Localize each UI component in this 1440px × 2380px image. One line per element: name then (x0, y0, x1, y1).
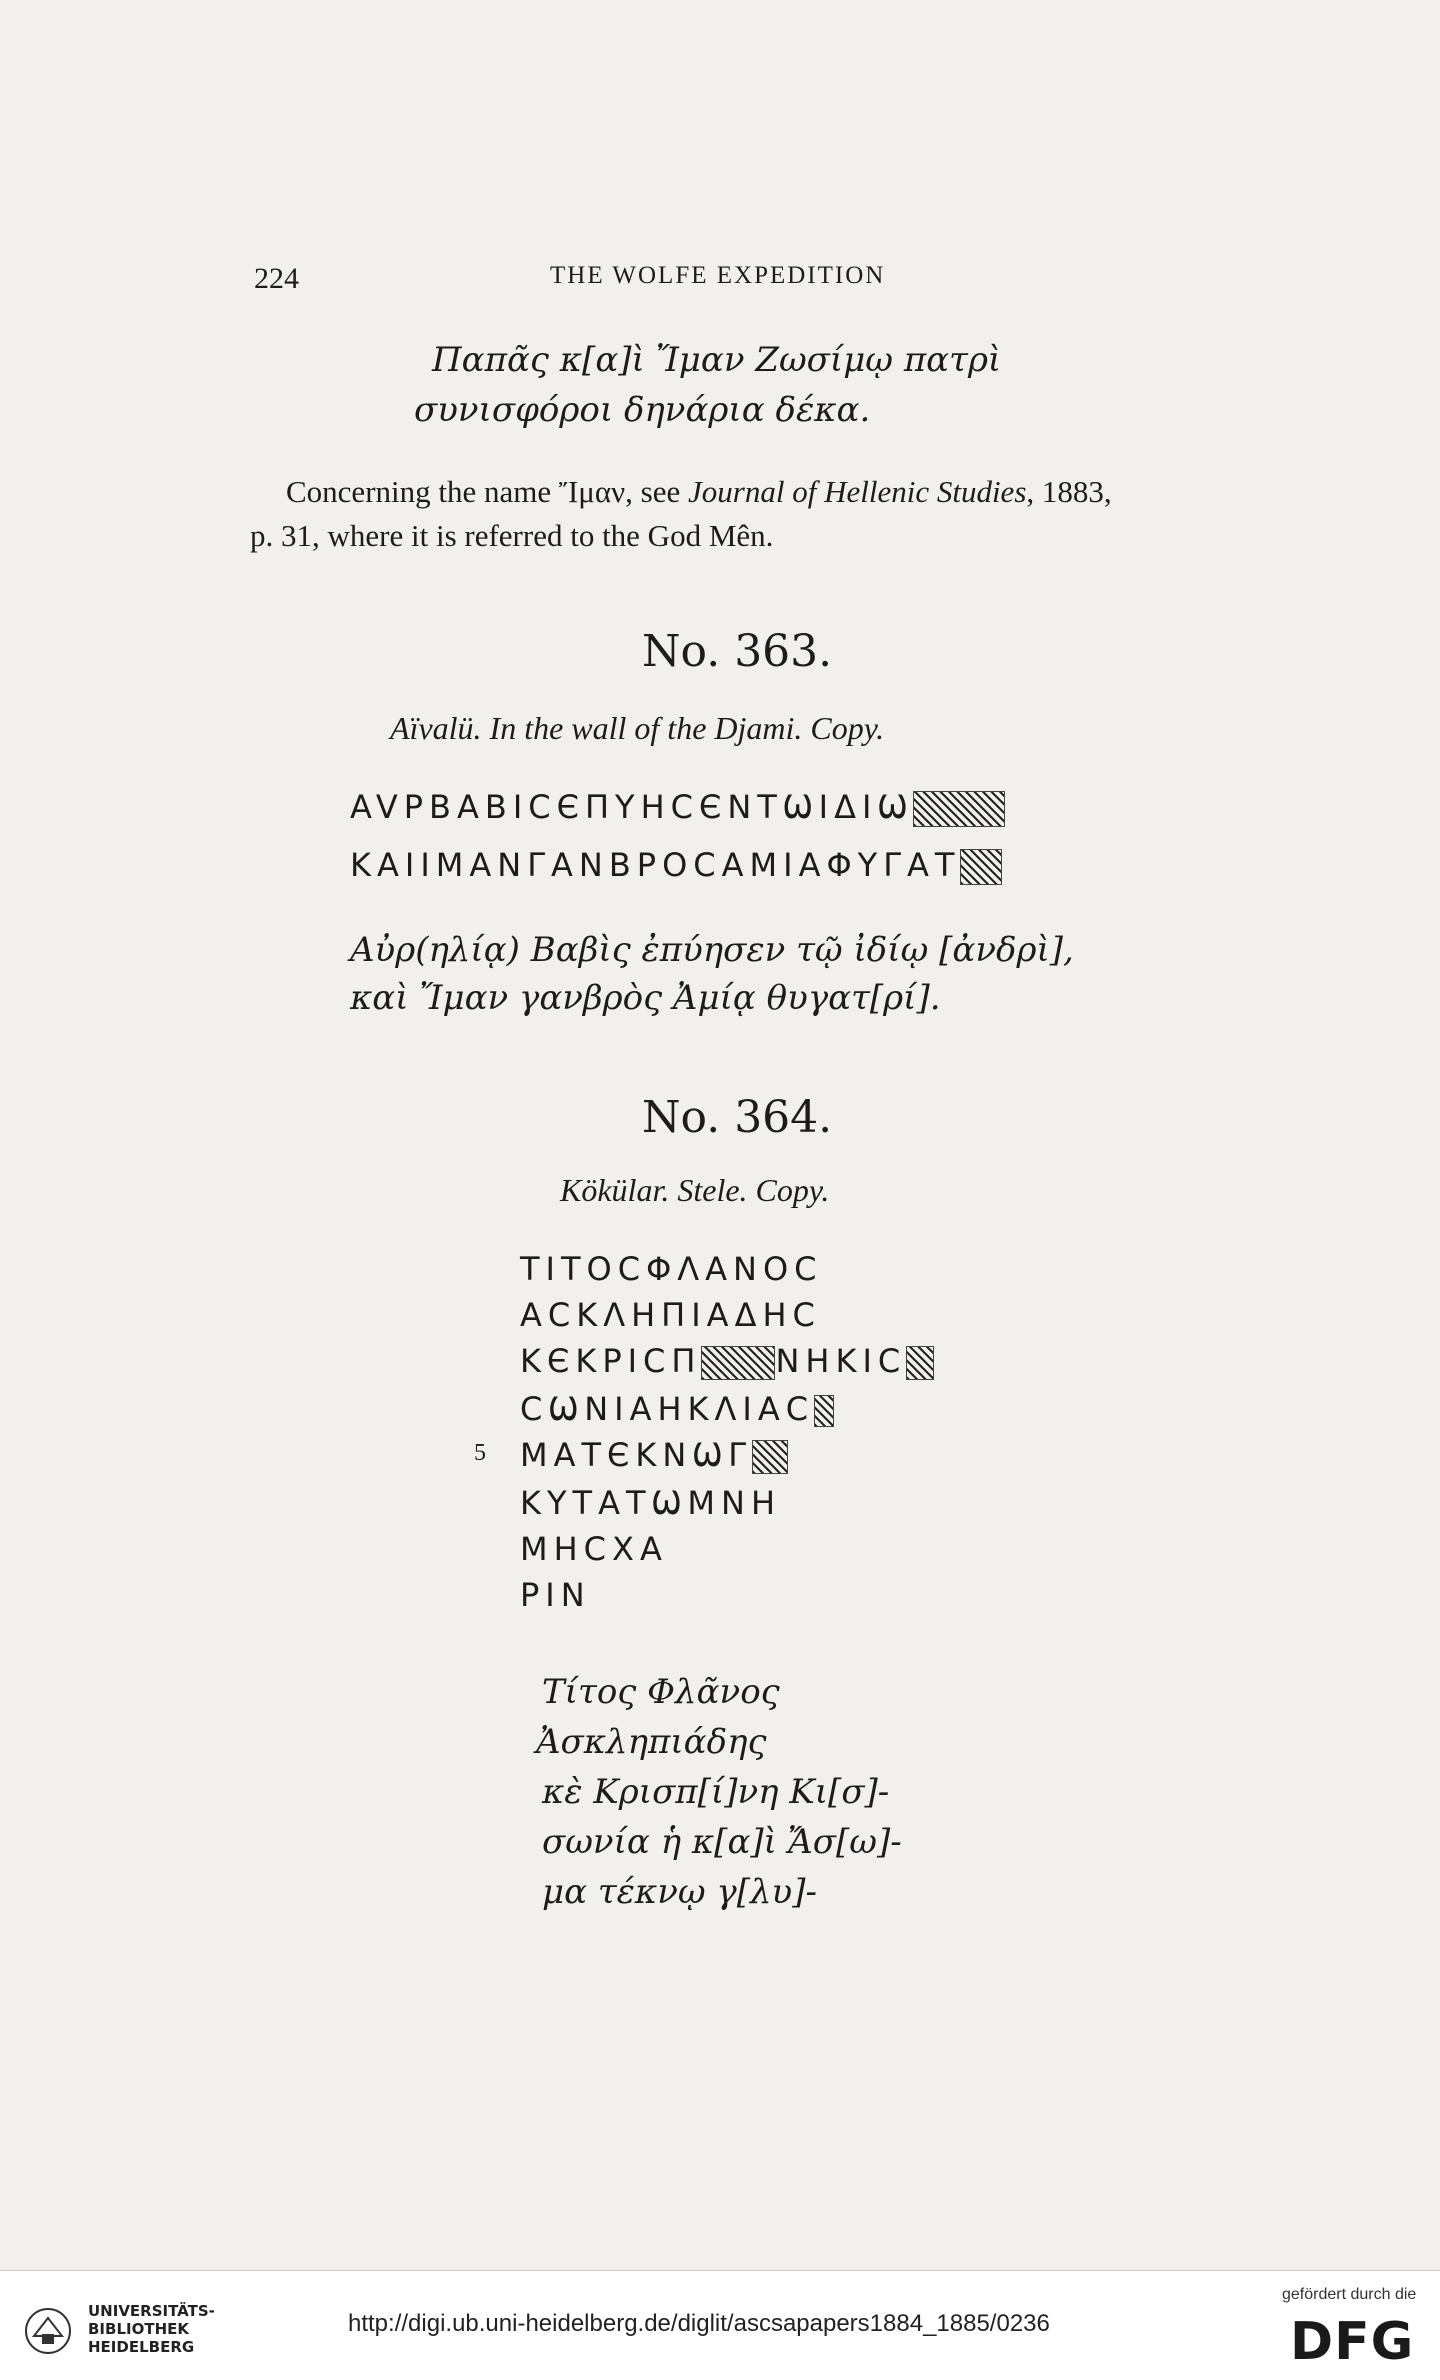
lacuna-hatch (814, 1395, 834, 1427)
inscription-text: AVPBABICЄΠΥΗCЄΝΤѠΙΔΙѠ (350, 788, 914, 826)
prose-text: Concerning the name Ἴμαν, see (286, 474, 689, 509)
greek-363-line-2: καὶ Ἴμαν γανβρὸς Ἀμίᾳ θυγατ[ρί]. (350, 978, 941, 1018)
inscription-364-line-1: ΤΙΤΟCΦΛΑΝΟC (520, 1250, 823, 1288)
line-number: 5 (474, 1440, 486, 1466)
greek-364-line-4: σωνία ἡ κ[α]ὶ Ἄσ[ω]- (542, 1822, 902, 1862)
intro-greek-line-1: Παπᾶς κ[α]ὶ Ἴμαν Ζωσίμῳ πατρὶ (432, 340, 1002, 380)
university-seal-icon (16, 2306, 80, 2356)
inscription-text: CѠΝΙΑΗΚΛΙΑC (520, 1390, 815, 1428)
subtitle-no-364: Kökülar. Stele. Copy. (560, 1172, 830, 1208)
university-name-line: BIBLIOTHEK (88, 2320, 189, 2338)
greek-364-line-5: μα τέκνῳ γ[λυ]- (542, 1872, 817, 1912)
greek-364-line-1: Τίτος Φλᾶνος (542, 1672, 780, 1712)
university-name-line: UNIVERSITÄTS- (88, 2302, 215, 2320)
prose-text: , 1883, (1026, 474, 1112, 509)
inscription-364-line-6: ΚΥΤΑΤѠΜΝΗ (520, 1484, 781, 1522)
inscription-364-line-3 (520, 1342, 934, 1380)
lacuna-hatch (960, 849, 1002, 885)
page-number: 224 (254, 262, 299, 295)
source-url-link[interactable]: http://digi.ub.uni-heidelberg.de/diglit/ascsapapers1884_1885/0236 (348, 2310, 1050, 2337)
inscription-text: ΜΑΤЄΚΝѠΓ (520, 1436, 753, 1474)
intro-prose-line-1 (286, 474, 1112, 510)
inscription-364-line-8: ΡΙΝ (520, 1576, 591, 1614)
intro-greek-line-2: συνισφόροι δηνάρια δέκα. (414, 390, 871, 430)
inscription-363-line-2 (350, 846, 1002, 885)
inscription-text: ΚЄΚΡΙCΠ (520, 1342, 702, 1380)
inscription-text: ΚΑΙΙΜΑΝΓΑΝΒΡΟCΑΜΙΑΦΥΓΑΤ (350, 846, 961, 884)
heading-no-364: No. 364. (642, 1092, 833, 1143)
subtitle-no-363: Aïvalü. In the wall of the Djami. Copy. (390, 710, 885, 746)
inscription-364-line-7: ΜΗCΧΑ (520, 1530, 668, 1568)
intro-prose-line-2: p. 31, where it is referred to the God Mên. (250, 518, 774, 553)
greek-364-line-3: κὲ Κρισπ[ί]νη Κι[σ]- (542, 1772, 890, 1812)
lacuna-hatch (752, 1440, 788, 1474)
lacuna-hatch (701, 1346, 775, 1380)
dfg-logo: DFG (1290, 2312, 1415, 2372)
lacuna-hatch (913, 791, 1005, 827)
journal-title: Journal of Hellenic Studies (688, 474, 1027, 509)
inscription-364-line-5 (520, 1436, 788, 1474)
inscription-363-line-1 (350, 788, 1005, 827)
funded-by-label: gefördert durch die (1282, 2286, 1417, 2303)
university-name (88, 2302, 215, 2356)
inscription-364-line-4 (520, 1390, 834, 1428)
greek-364-line-2: Ἀσκληπιάδης (536, 1722, 767, 1762)
university-name-line: HEIDELBERG (88, 2338, 195, 2356)
greek-363-line-1: Αὐρ(ηλίᾳ) Βαβὶς ἐπύησεν τῷ ἰδίῳ [ἀνδρὶ], (350, 930, 1074, 970)
heading-no-363: No. 363. (642, 626, 833, 677)
lacuna-hatch (906, 1346, 934, 1380)
inscription-text: ΝΗΚΙC (775, 1342, 907, 1380)
running-head: THE WOLFE EXPEDITION (550, 262, 886, 289)
inscription-364-line-2: ΑCΚΛΗΠΙΑΔΗC (520, 1296, 821, 1334)
